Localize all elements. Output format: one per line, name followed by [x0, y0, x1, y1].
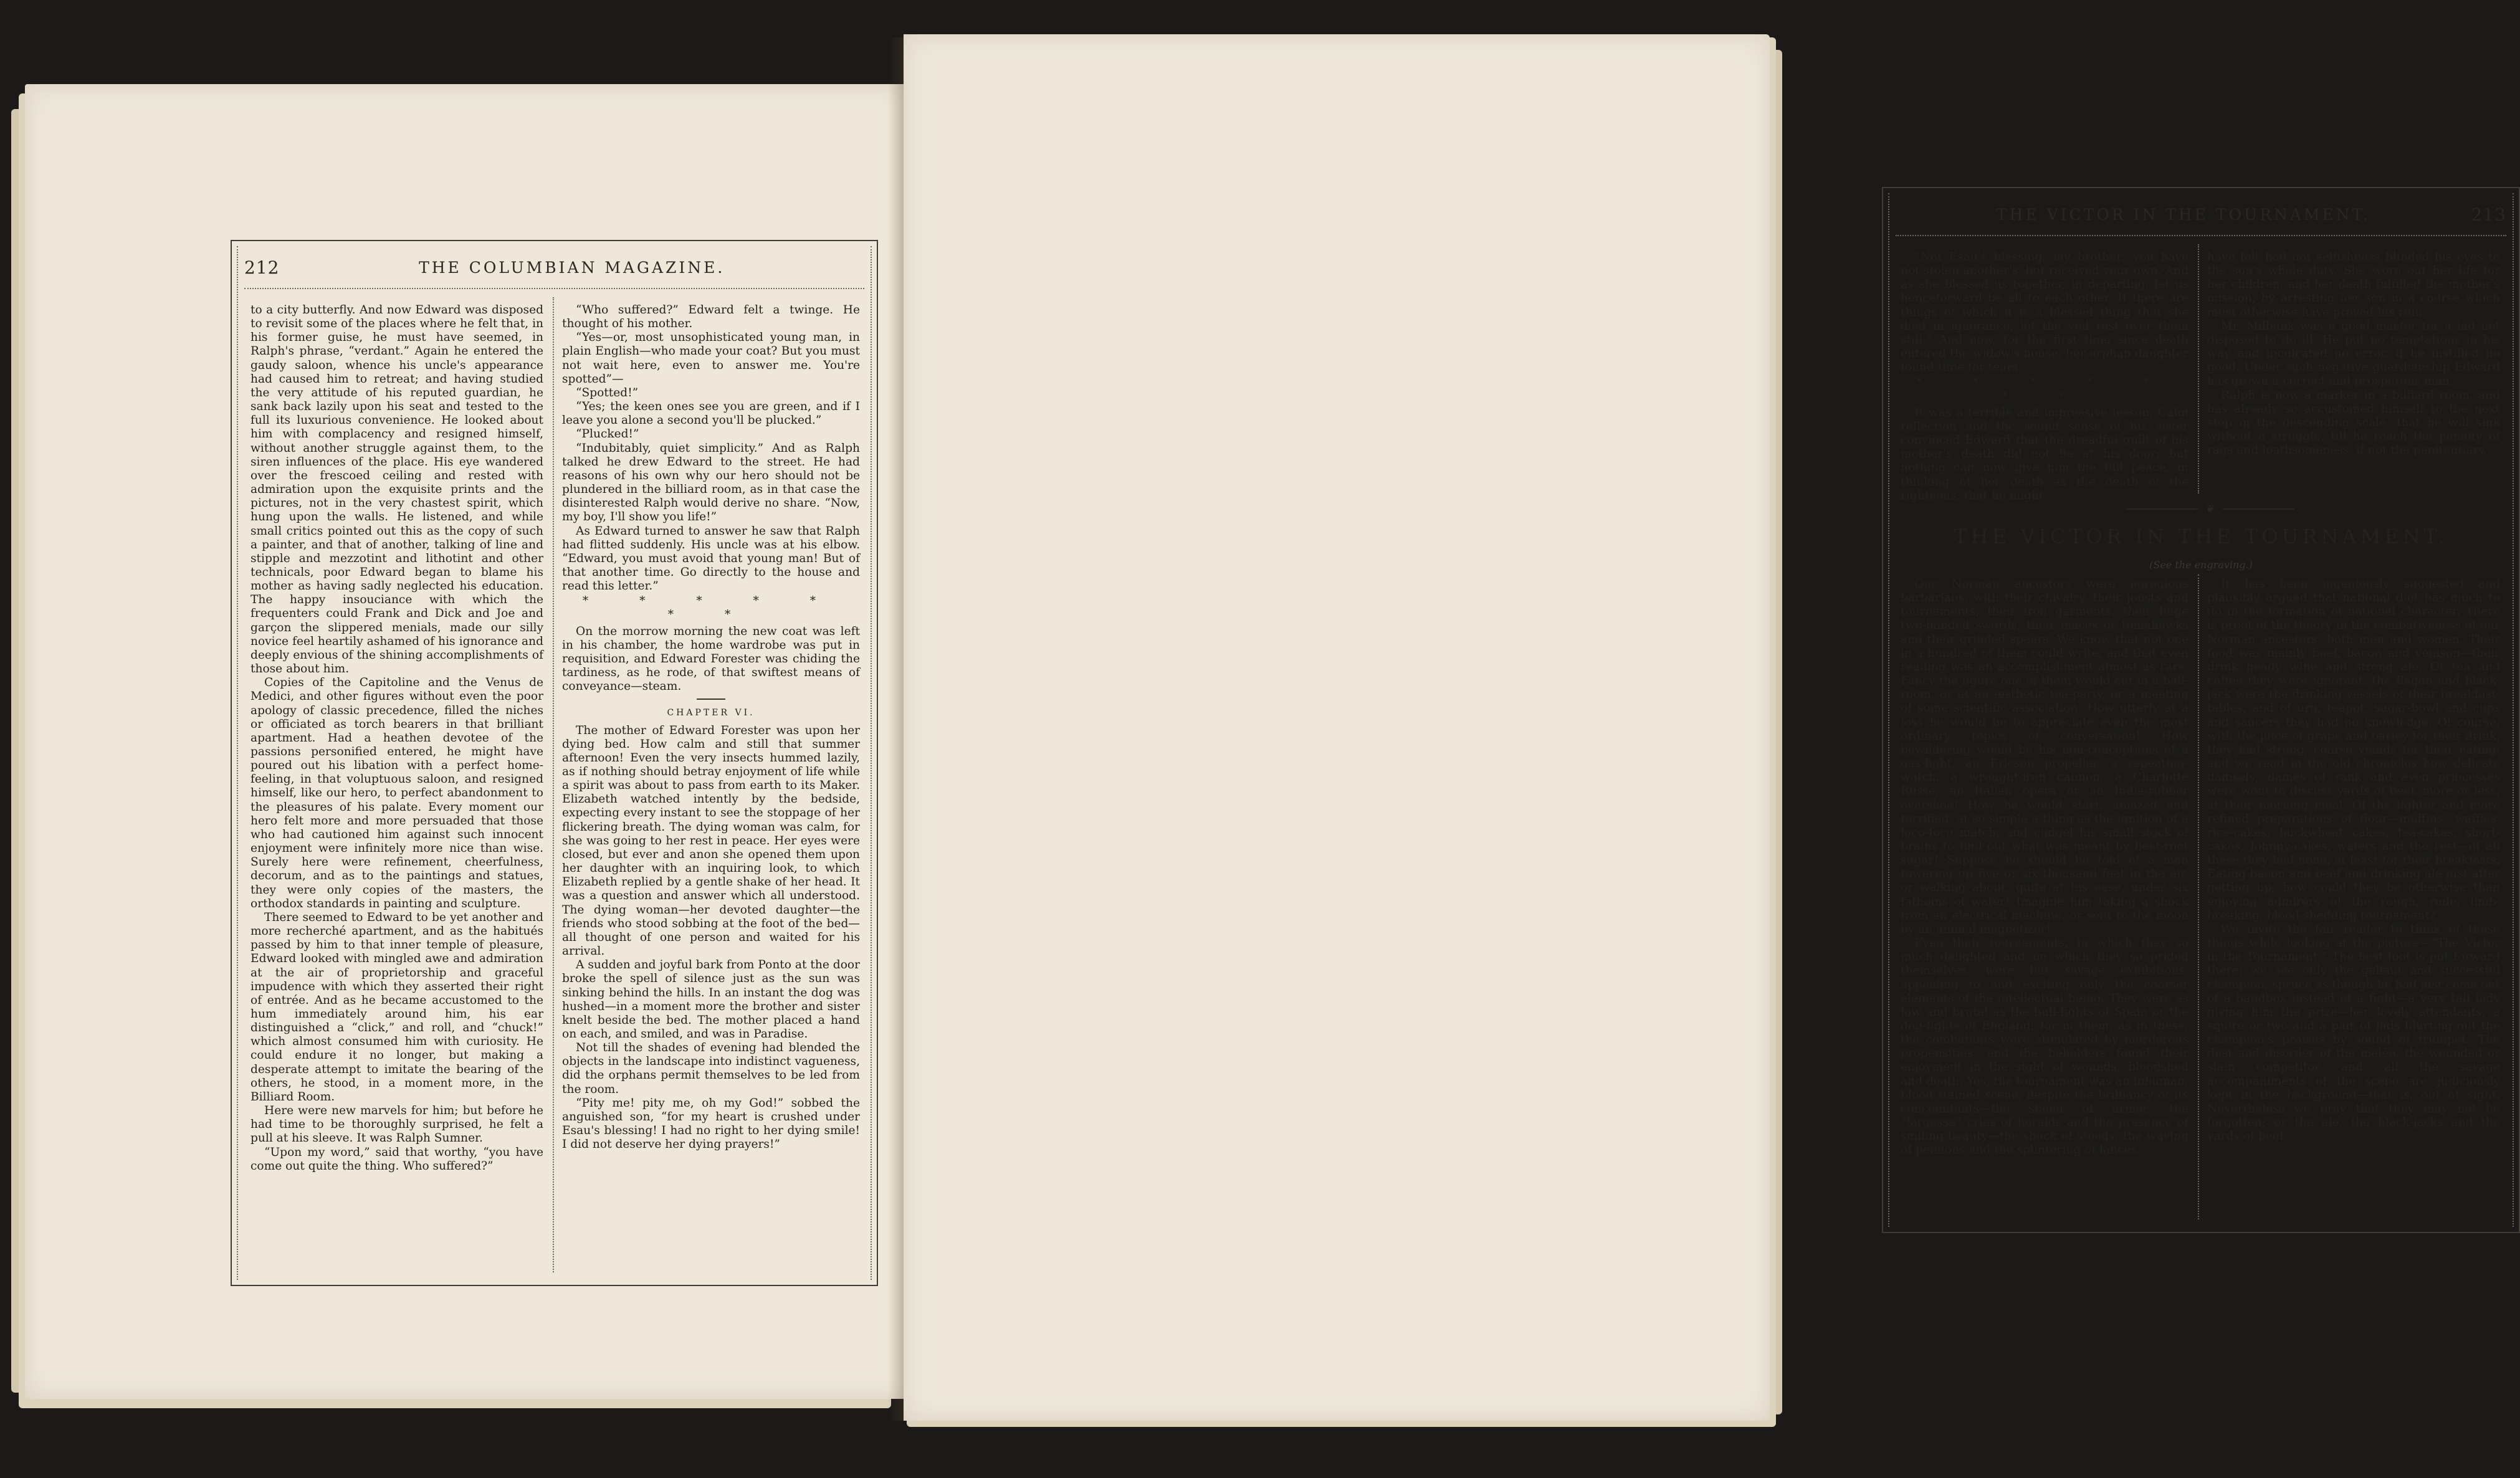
right-column-2-article — [2207, 578, 2500, 1143]
article-title: THE VICTOR IN THE TOURNAMENT. — [1954, 525, 2448, 548]
section-ornament — [2126, 503, 2294, 515]
paragraph: It was a terrible and impressive lesson. Calm reflection and the sound sense of his sister convinced Edward that the dreadful guilt of his mother's death did not lie at his door; but nothing can now give him the full peace, in thinking of her death as the death of the righteous, that he might — [1901, 406, 2188, 502]
paragraph: On the morrow morning the new coat was left in his chamber, the home wardrobe was put in requisition, and Edward Forester was chiding the tardiness, as he rode, of that swiftest means of conveyance—steam. — [562, 624, 860, 694]
paragraph: It has been ingeniously suggested and plausibly argued that national diet has much to do in the formation of national character. There is proof of the theory in the combativeness of our Norman ancestors, both men and women. Their food was mainly beef, bacon and venison—their drink heady wine and strong ale. Of tea and coffee they were ignorant; the flagon and black-jack were the drinking vessels of their breakfast-tables, and of urn, teapot, sugar-bowl and cups and saucers they had no knowledge. Of course, with the juice of grape and barley for their drink, they had strong, coarse viands for their eating; and we read in the old chronicles how delicate damsels, dames of rank and even princesses were wont to discuss yards of beef, more or less, at their morning meal. Of the lighter and more refined preparations of flour—muffins, waffles, rice-cakes, buckwheat cakes, tea-cakes, short-cakes, Johnny-cakes, wafers and the rest—of all these they had none, at least for their breakfasts. Eating bacon and beef and drinking ale just after getting up, how could they be otherwise than enjoying admirers of the rough, rude, limb-breaking, blood-shedding tournament? — [2207, 578, 2500, 922]
ornament-knot-icon: ❦ — [2205, 502, 2215, 516]
paragraph: A sudden and joyful bark from Ponto at the door broke the spell of silence just as the sun was sinking behind the hills. In an instant the dog was hushed—in a moment more the brother and sister knelt beside the bed. The mother placed a hand on each, and smiled, and was in Paradise. — [562, 958, 860, 1041]
paragraph: to a city butterfly. And now Edward was disposed to revisit some of the places where he felt that, in his former guise, he must have seemed, in Ralph's phrase, “verdant.” Again he entered the gaudy saloon, whence his uncle's appearance had caused him to retreat; and having studied the very attitude of his reputed guardian, he sank back lazily upon his seat and tested to the full its luxurious convenience. He looked about him with complacency and resigned himself, without another struggle against them, to the siren influences of the place. His eye wandered over the frescoed ceiling and rested with admiration upon the exquisite prints and the pictures, not in the very chastest spirit, which hung upon the walls. He listened, and while small critics pointed out this as the copy of such a painter, and that of another, talking of line and stipple and mezzotint and lithotint and other technicals, poor Edward began to blame his mother as having sadly neglected his education. The happy insouciance with which the frequenters could Frank and Dick and Joe and garçon the slippered menials, made our silly novice feel heartily ashamed of his ignorance and deeply envious of the shining accomplishments of those about him. — [251, 303, 543, 676]
right-column-1-top — [1901, 250, 2188, 503]
right-text-frame — [1882, 187, 2520, 1233]
paragraph: “Spotted!” — [576, 386, 639, 399]
paragraph: The mother of Edward Forester was upon her dying bed. How calm and still that summer afternoon! Even the very insects hummed lazily, as if nothing should betray enjoyment of life while a spirit was about to pass from earth to its Maker. Elizabeth watched intently by the bedside, expecting every instant to see the stoppage of her flickering breath. The dying woman was calm, for she was going to her rest in peace. Her eyes were closed, but ever and anon she opened them upon her daughter with an inquiring look, to which Elizabeth replied by a gentle shake of her head. It was a question and answer which all understood. The dying woman—her devoted daughter—the friends who stood sobbing at the foot of the bed—all thought of one person and waited for his arrival. — [562, 723, 860, 958]
paragraph: “Pity me! pity me, oh my God!” sobbed the anguished son, “for my heart is crushed under Esau's blessing! I had no right to her dying smile! I did not deserve her dying prayers!” — [562, 1096, 860, 1151]
right-running-title: THE VICTOR IN THE TOURNAMENT. — [1996, 205, 2370, 224]
article-subtitle: (See the engraving.) — [2149, 559, 2253, 571]
right-column-2-top — [2207, 250, 2500, 457]
paragraph: There seemed to Edward to be yet another and more recherché apartment, and as the habitués passed by him to that inner temple of pleasure, Edward looked with mingled awe and admiration at the air of proprietorship and graceful impudence with which they asserted their right of entrée. And as he became accustomed to the hum immediately around him, his ear distinguished a “click,” and roll, and “chuck!” which almost consumed him with curiosity. He could endure it no longer, but making a desperate attempt to imitate the bearing of the others, he stood, in a moment more, in the Billiard Room. — [251, 910, 543, 1104]
left-column-1 — [251, 303, 543, 1173]
right-column-divider-bottom — [2198, 575, 2199, 1219]
right-page — [904, 34, 2506, 1421]
left-page-number: 212 — [244, 257, 280, 278]
left-text-frame — [231, 240, 878, 1286]
paragraph: Mr. Milbank was a good master for a lad not disposed to do ill. He put no temptations in his way and inculcated no error, if he instilled no good. Under such negative guardianship Edward has grown a correct and prosperous man. — [2207, 319, 2500, 388]
left-column-2 — [562, 303, 860, 1151]
left-head-rule — [244, 288, 864, 289]
paragraph: “Who suffered?” Edward felt a twinge. He thought of his mother. — [562, 303, 860, 331]
ornament-line-right — [2223, 508, 2294, 510]
chapter-rule — [697, 698, 725, 700]
left-page — [25, 84, 910, 1399]
paragraph: Ralph is now a marker in a billiard room, and has already so accustomed himself to the next step in the descending scale, that he will sink without a struggle, till he reach the penalty of rags and loathsomeness, if not the penitentiary. — [2207, 388, 2500, 457]
right-head-rule — [1896, 235, 2506, 236]
right-page-number: 213 — [2471, 204, 2506, 225]
paragraph: Copies of the Capitoline and the Venus de Medici, and other figures without even the poor apology of classic precedence, filled the niches or officiated as torch bearers in that brilliant apartment. Had a heathen devotee of the passions personified entered, he might have poured out his libation with a perfect home-feeling, in that voluptuous saloon, and resigned himself, like our hero, to perfect abandonment to the pleasures of his palate. Every moment our hero felt more and more persuaded that those who had cautioned him against such innocent enjoyment were infinitely more nice than wise. Surely here were refinement, cheerfulness, decorum, and as to the paintings and statues, they were only copies of the masters, the orthodox standards in painting and sculpture. — [251, 676, 543, 910]
left-running-title: THE COLUMBIAN MAGAZINE. — [419, 258, 725, 277]
left-column-divider — [553, 297, 554, 1272]
paragraph: We invite the fair reader to think of these things while looking at the picture—“The Victor in the Tournament.” The best foot is put forward there; we see only the gallant and successful champion, spruce as though he had just come out of a bandbox instead of a fight—a very tall lady giving him the prize—her lovely attendants, a squire or two and a pair of lads blurting out the champion's praises by sound of trumpet. The dust and disorder of the melée, the wounded or slain competitor and all the savage accompaniments of the scene are judiciously kept in the background—that is, out of sight. Nevertheless we pray that they may not be forgotten; or the ale, the black-jacks and the yards of beef. — [2207, 922, 2500, 1143]
paragraph: “Upon my word,” said that worthy, “you have come out quite the thing. Who suffered?” — [251, 1145, 543, 1173]
right-column-divider-top — [2198, 244, 2199, 493]
chapter-heading: CHAPTER VI. — [667, 708, 755, 718]
paragraph: “Yes; the keen ones see you are green, and if I leave you alone a second you'll be plucked.” — [562, 400, 860, 427]
paragraph: “Indubitably, quiet simplicity.” And as Ralph talked he drew Edward to the street. He had reasons of his own why our hero should not be plundered in the billiard room, as in that case the disinterested Ralph would derive no share. “Now, my boy, I'll show you life!” — [562, 441, 860, 524]
left-running-head — [244, 255, 864, 280]
section-break-stars: * * * * * * * — [1916, 376, 2174, 403]
paragraph: have felt had not selfishness blinded his eyes to the son's whole duty. She wore out her life for her children, and her death fulfilled the mother's mission, by arresting her son in a course which must otherwise have proved his ruin. — [2207, 250, 2500, 319]
paragraph: “Plucked!” — [576, 427, 639, 441]
right-running-head — [1896, 202, 2506, 227]
paragraph: “Yes—or, most unsophisticated young man, in plain English—who made your coat? But you must not wait here, even to answer me. You're spotted”— — [562, 331, 860, 386]
right-column-1-article — [1901, 578, 2188, 1158]
paragraph: Here were new marvels for him; but before he had time to be thoroughly surprised, he felt a pull at his sleeve. It was Ralph Sumner. — [251, 1104, 543, 1145]
section-break-stars: * * * * * * * — [582, 594, 840, 622]
paragraph: Even their tournaments, in which they so much delighted and on which they so prided themselves, were but savage exhibitions, appealing to and exciting only the coarser elements of the intellectual being. They were as low and brutal as the bull-fights of Spain or the dog-fights of England; for in them, as in these, the combatants were stimulated by murderous propensities, and the beholders found their enjoyment in the sight of wounds, bloodshed and death. Yes, the tournament was an inhuman, blood-stained scene, despite the brilliancy of its concomitants—the sheen of armor, the “largesse” cries of heralds and the presence of smiling beauty—the shock of steeds, the waving of pennons and the splintering of lances. — [1901, 937, 2189, 1157]
ornament-line-left — [2126, 508, 2198, 510]
paragraph: Our Norman ancestors were egregious barbarians, with their chivalry, their jousts and tournaments, their iron garments, their huge two-handed swords, their maces or tomahawks and their grinded spears. We know that not one in a hundred of them could write, and that even reading was an accomplishment almost as rare. Fancy the figure one of them would cut in a ball-room, or at an æsthetic tea-party, or a meeting of some scientific association. How utterly at a loss he would be to appreciate even the most ordinary topics of conversation! How bewildering would be his non-conceptions of a gas-light, an Ericson propeller, a repeating-watch, a wrought-iron cannon, a Charlotte Russe, an Italian opera or an India-rubber overshoe! How he would start, amazed and terrified, at so simple a thing as the ignition of a loco-foco match; and cudgel his small stock of brains to find out what was meant by beet-root sugar! Suppose he should be told of a man towering up five or six thousand feet in the air, or walking about, quite at his ease, under six fathoms of water! Imagine him taking a shock from an electrical machine, or sent to the moon by an animal magnetizer! — [1901, 578, 2188, 936]
paragraph: As Edward turned to answer he saw that Ralph had flitted suddenly. His uncle was at his elbow. “Edward, you must avoid that young man! But of that another time. Go directly to the house and read this letter.” — [562, 524, 860, 593]
paragraph: Not till the shades of evening had blended the objects in the landscape into indistinct vagueness, did the orphans permit themselves to be led from the room. — [562, 1041, 860, 1096]
paragraph: “Not Esau's blessing, my brother; you have not stolen another's, but received your own. And as she blessed us together, in departing, let us henceforward be all to each other. If there are things of which it is a blessed thing that she died in ignorance, let the veil rest over them still.” And now, for the first time since death entered the widow's house, her orphan daughter found time for tears. — [1901, 250, 2188, 374]
